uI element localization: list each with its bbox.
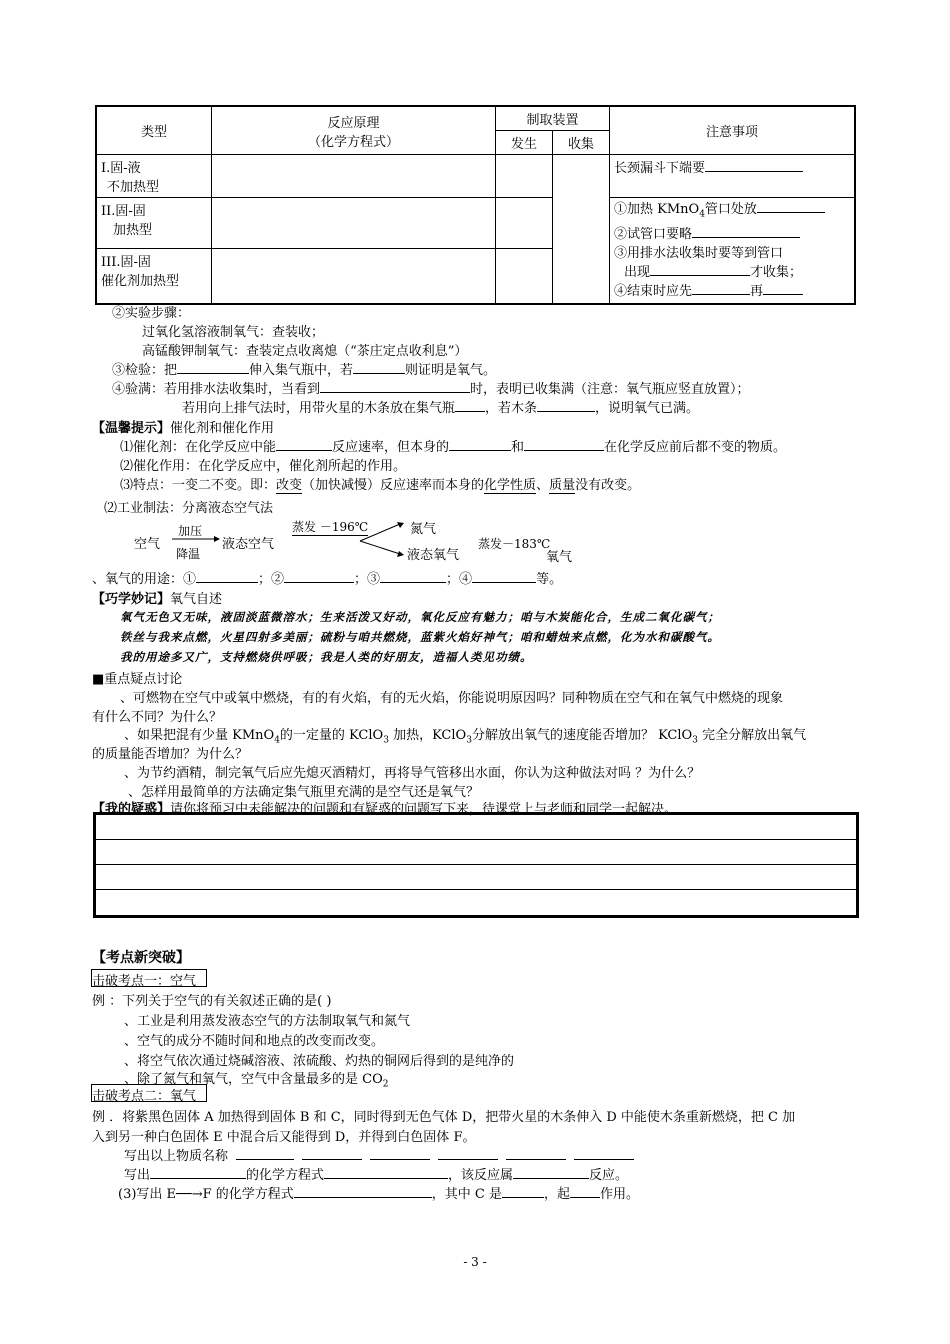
tip-feature: ⑶特点：一变二不变。即：改变（加快减慢）反应速率而本身的化学性质、质量没有改变。: [120, 474, 640, 494]
liquid-air-label: 液态空气: [222, 537, 275, 552]
blank: [692, 225, 800, 238]
steps-title: ②实验步骤：: [112, 306, 191, 321]
example-2-line-1: 例 ．将紫黑色固体 A 加热得到固体 B 和 C，同时得到无色气体 D，把带火星的木条伸入 D 中能使木条重新燃烧，把 C 加: [92, 1110, 796, 1125]
example-1: 例 ：下列关于空气的有关叙述正确的是( ): [92, 994, 332, 1009]
oxygen-uses: 、氧气的用途：① ；② ；③ ；④ 等。: [92, 572, 563, 587]
example-2-part-3: (3)写出 E──→F 的化学方程式 ，其中 C 是 ，起 作用。: [118, 1187, 639, 1202]
cool-label: 降温: [176, 547, 201, 561]
tip-catalyst: ⑴催化剂：在化学反应中能 反应速率，但本身的 和 在化学反应前后都不变的物质。: [120, 440, 787, 455]
question-2-line-2: 的质量能否增加？为什么？: [92, 747, 249, 762]
example-1-option-a: 、工业是利用蒸发液态空气的方法制取氧气和氮气: [124, 1014, 411, 1029]
row-type-2: [96, 198, 212, 249]
air-label: 空气: [134, 537, 161, 552]
row1-notes: [610, 155, 856, 198]
row3-principle-cell: [212, 248, 496, 303]
mnemonic-line-2: 铁丝与我来点燃，火星四射多美丽；硫粉与咱共燃烧，蓝紫火焰好神气；咱和蜡烛来点燃，化为水和碳酸气。: [120, 630, 720, 644]
answer-line: [96, 839, 856, 840]
header-principle: [212, 106, 496, 155]
blank: [705, 159, 803, 172]
industry-title: ⑵工业制法：分离液态空气法: [104, 501, 274, 516]
oxygen-label: 氧气: [546, 550, 573, 565]
note-kmno4: ①加热 KMnO: [614, 202, 700, 217]
header-principle-sub: （化学方程式）: [307, 134, 399, 150]
row-type-1: [96, 155, 212, 198]
question-2-line-1: 、如果把混有少量 KMnO$_4$的一定量的 KClO$_3$ 加热，KClO$_3$分解放出氧气的速度能否增加？ KClO$_3$ 完全分解放出氧气: [124, 728, 807, 746]
row3-type-b: 催化剂加热型: [101, 273, 180, 289]
row2-type-b: 加热型: [113, 223, 153, 238]
pressurize-label: 加压: [178, 524, 203, 538]
row3-type-a: III.固-固: [101, 254, 151, 270]
blank: [757, 200, 825, 213]
evap-183-label: 蒸发－183℃: [478, 537, 551, 551]
header-type: 类型: [96, 106, 212, 155]
row1-type-a: I.固-液: [101, 161, 141, 176]
note-collect: 才收集；: [750, 264, 803, 280]
point-1-label: 击破考点一：空气: [92, 974, 197, 989]
row2-notes: [610, 198, 856, 304]
row2-gen-cell: [496, 198, 553, 249]
mnemonic-title: 【巧学妙记】氧气自述: [92, 592, 223, 607]
answer-line: [96, 864, 856, 865]
step-full-check-2: 若用向上排气法时，用带火星的木条放在集气瓶 ，若木条 ，说明氧气已满。: [182, 401, 700, 416]
row2-principle-cell: [212, 198, 496, 249]
row1-type-b: 不加热型: [107, 180, 160, 195]
collection-cell: [553, 155, 610, 304]
mnemonic-line-3: 我的用途多又广，支持燃烧供呼吸；我是人类的好朋友，造福人类见功绩。: [120, 650, 533, 664]
gas-preparation-table: [95, 105, 856, 305]
example-2-part-2: 写出 的化学方程式 ，该反应属 反应。: [124, 1168, 629, 1183]
question-3: 、为节约酒精，制完氧气后应先熄灭酒精灯，再将导气管移出水面，你认为这种做法对吗 ？为什么？: [124, 766, 701, 781]
example-1-option-b: 、空气的成分不随时间和地点的改变而改变。: [124, 1034, 385, 1049]
tip-catalysis: ⑵催化作用：在化学反应中，催化剂所起的作用。: [120, 459, 407, 474]
header-collection: 收集: [553, 131, 610, 155]
header-device: 制取装置: [496, 106, 610, 131]
step-kmno4: 高锰酸钾制氧气：查装定点收离熄（“茶庄定点收利息”）: [142, 344, 468, 359]
question-1-line-1: 、可燃物在空气中或氧中燃烧，有的有火焰，有的无火焰，你能说明原因吗？同种物质在空气和在氧气中燃烧的现象: [120, 691, 784, 706]
breakthrough-title: 【考点新突破】: [92, 950, 190, 966]
header-principle-main: 反应原理: [327, 115, 380, 131]
blank: [763, 282, 803, 295]
doubt-answer-box[interactable]: [93, 812, 859, 918]
note-drainage: ③用排水法收集时要等到管口: [614, 245, 784, 261]
blank: [692, 282, 750, 295]
nitrogen-label: 氮气: [410, 522, 437, 537]
mnemonic-line-1: 氧气无色又无味，液固淡蓝微溶水；生来活泼又好动，氧化反应有魅力；咱与木炭能化合，生成二氧化碳气；: [120, 610, 720, 624]
row1-principle-cell: [212, 155, 496, 198]
note-then: 再: [750, 283, 764, 299]
note-end: ④结束时应先: [614, 283, 693, 299]
question-1-line-2: 有什么不同？为什么？: [92, 710, 223, 725]
row1-gen-cell: [496, 155, 553, 198]
row3-gen-cell: [496, 248, 553, 303]
tips-title: 【温馨提示】催化剂和催化作用: [92, 421, 275, 436]
question-4: 、怎样用最简单的方法确定集气瓶里充满的是空气还是氧气？: [128, 785, 480, 800]
step-full-check: ④验满：若用排水法收集时，当看到 时，表明已收集满（注意：氧气瓶应竖直放置）；: [112, 382, 750, 397]
page-number: - 3 -: [463, 1255, 487, 1269]
example-1-option-d: 、除了氮气和氧气，空气中含量最多的是 $CO_2$: [124, 1072, 389, 1090]
evap-196-label: 蒸发 －196℃: [292, 520, 369, 534]
note-funnel: 长颈漏斗下端要: [614, 161, 706, 176]
example-2-line-2: 入到另一种白色固体 E 中混合后又能得到 D，并得到白色固体 F。: [92, 1130, 476, 1145]
discussion-title: ■重点疑点讨论: [92, 672, 183, 687]
step-test: ③检验：把 伸入集气瓶中，若 则证明是氧气。: [112, 363, 497, 378]
step-h2o2: 过氧化氢溶液制氧气：查装收；: [142, 325, 325, 340]
note-appear: 出现: [624, 264, 651, 280]
subscript: 4: [699, 209, 705, 220]
note-kmno4-tail: 管口处放: [704, 202, 757, 217]
answer-line: [96, 889, 856, 890]
point-2-label: 击破考点二：氧气: [92, 1089, 197, 1104]
doubt-text: 【我的疑惑】请你将预习中未能解决的问题和有疑惑的问题写下来，待课堂上与老师和同学一起解决。: [92, 802, 678, 817]
note-tube: ②试管口要略: [614, 226, 693, 242]
header-notes: 注意事项: [610, 106, 856, 155]
example-2-part-1: 写出以上物质名称: [124, 1145, 634, 1164]
blank: [650, 263, 750, 276]
row-type-3: [96, 248, 212, 303]
row2-type-a: II.固-固: [101, 204, 146, 219]
liquid-oxygen-label: 液态氧气: [407, 548, 460, 563]
header-generation: 发生: [496, 131, 553, 155]
example-1-option-c: 、将空气依次通过烧碱溶液、浓硫酸、灼热的铜网后得到的是纯净的: [124, 1054, 515, 1069]
